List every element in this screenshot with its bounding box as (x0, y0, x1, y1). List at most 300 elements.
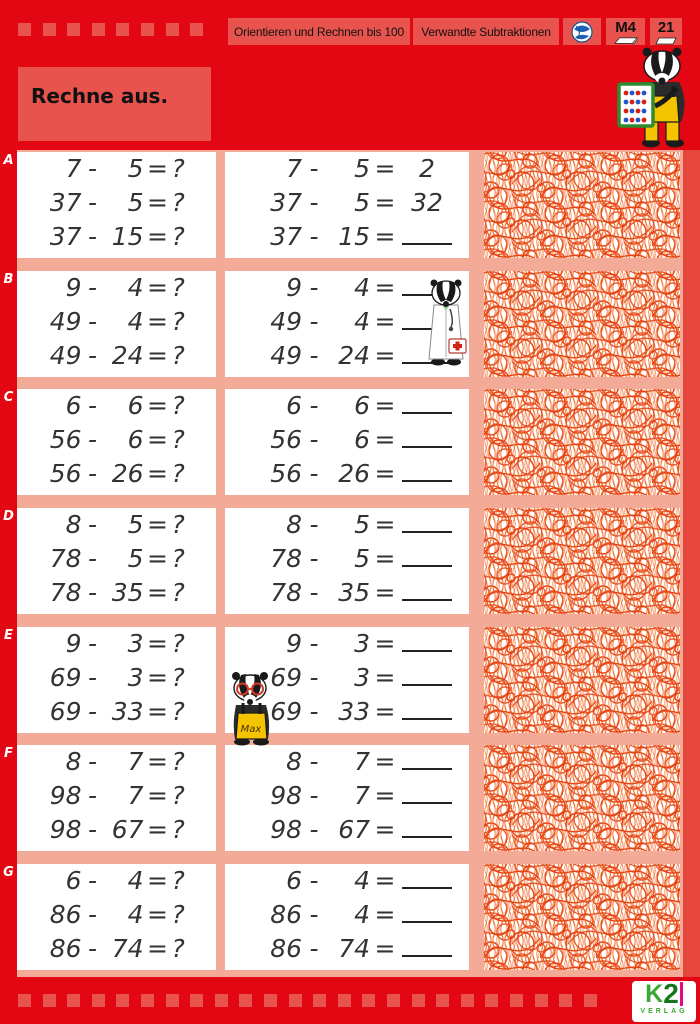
problems-cell-question (17, 508, 216, 614)
minus-sign: - (87, 662, 98, 692)
equals-sign: = (147, 272, 168, 302)
question-mark: ? (171, 340, 185, 370)
filmstrip-square (338, 994, 351, 1007)
problems-cell-question (17, 152, 216, 258)
subtrahend: 5 (354, 188, 370, 217)
minus-sign: - (87, 391, 98, 421)
subtrahend: 35 (111, 578, 144, 608)
answer-slot (400, 697, 454, 726)
filmstrip-square (116, 23, 129, 36)
subtopic-box (413, 18, 559, 45)
topic-box (228, 18, 410, 45)
badger-max-icon (224, 669, 278, 746)
minuend: 86 (49, 900, 82, 930)
filmstrip-square (535, 994, 548, 1007)
minuend: 98 (49, 815, 82, 845)
question-mark: ? (171, 272, 185, 302)
problem-line (17, 934, 216, 968)
minuend: 78 (49, 544, 82, 574)
problem-line (17, 697, 216, 731)
equals-sign: = (374, 425, 396, 455)
equals-sign: = (147, 544, 168, 574)
problem-line (17, 391, 216, 425)
row-label: F (4, 746, 13, 762)
filmstrip-square (510, 994, 523, 1007)
minus-sign: - (87, 425, 98, 455)
question-mark: ? (171, 628, 185, 658)
answer-slot (400, 815, 454, 844)
subtrahend: 5 (354, 154, 370, 183)
problem-line (17, 425, 216, 459)
minuend: 8 (65, 747, 82, 777)
filmstrip-square (43, 23, 56, 36)
answer-blank[interactable] (402, 392, 452, 414)
answer-blank[interactable] (402, 901, 452, 923)
equals-sign: = (374, 900, 396, 930)
problem-line (17, 815, 216, 849)
filmstrip-square (362, 994, 375, 1007)
answer-blank[interactable] (402, 511, 452, 533)
ball-box (563, 18, 601, 45)
filmstrip-square (289, 994, 302, 1007)
equals-sign: = (374, 578, 396, 608)
answer-blank[interactable] (402, 426, 452, 448)
topic-label: Orientieren und Rechnen bis 100 (234, 24, 404, 39)
filmstrip-square (313, 994, 326, 1007)
problem-line (225, 391, 469, 425)
question-mark: ? (171, 934, 185, 964)
subtrahend: 6 (354, 391, 370, 421)
problem-line (17, 188, 216, 222)
publisher-logo (632, 978, 696, 1022)
instruction-box (18, 67, 211, 141)
instruction-text: Rechne aus. (31, 84, 169, 108)
answer-slot (400, 391, 454, 420)
row-label: C (3, 390, 14, 406)
answer-slot (400, 578, 454, 607)
problem-line (17, 510, 216, 544)
minus-sign: - (87, 866, 98, 896)
subtrahend: 7 (127, 747, 144, 777)
problem-line (225, 900, 469, 934)
subtrahend: 6 (127, 425, 144, 455)
minus-sign: - (87, 628, 98, 658)
filmstrip-square (141, 23, 154, 36)
subtrahend: 7 (127, 781, 144, 811)
worksheet-row-e (4, 627, 683, 733)
subtrahend: 3 (354, 628, 370, 658)
max-name-label: Max (240, 724, 262, 735)
minuend: 78 (49, 578, 82, 608)
subtrahend: 33 (338, 696, 370, 726)
minus-sign: - (87, 815, 98, 845)
minus-sign: - (87, 934, 98, 964)
minuend: 98 (49, 781, 82, 811)
worksheet-row-d (3, 508, 683, 614)
equals-sign: = (147, 459, 168, 489)
logo-verlag-label: VERLAG (640, 1008, 688, 1015)
equals-sign: = (147, 510, 168, 540)
subtrahend: 6 (127, 391, 144, 421)
subtrahend: 7 (354, 781, 370, 811)
minuend: 6 (286, 866, 302, 896)
logo-accent-bar (680, 982, 683, 1006)
minuend: 98 (270, 781, 302, 811)
answer-slot (400, 781, 454, 810)
worksheet-panel (3, 150, 683, 977)
question-mark: ? (171, 781, 185, 811)
logo-k: K (645, 980, 664, 1008)
subtrahend: 3 (354, 662, 370, 692)
right-edge-strip (683, 150, 700, 977)
filmstrip-square (18, 23, 31, 36)
minus-sign: - (309, 544, 319, 574)
worksheet-row-g (3, 864, 683, 970)
subtrahend: 4 (354, 306, 370, 336)
equals-sign: = (147, 222, 168, 251)
minus-sign: - (309, 781, 319, 811)
subtrahend: 15 (338, 222, 370, 251)
problem-line (225, 425, 469, 459)
page-number-box (650, 18, 682, 45)
question-mark: ? (171, 900, 185, 930)
problem-line (225, 510, 469, 544)
minus-sign: - (309, 662, 319, 692)
filmstrip-square (584, 994, 597, 1007)
problems-cell-answer (225, 864, 469, 970)
subtrahend: 3 (127, 662, 144, 692)
equals-sign: = (147, 815, 168, 845)
filmstrip-square (141, 994, 154, 1007)
problems-cell-answer (225, 152, 469, 258)
row-label: B (3, 271, 14, 287)
problems-cell-question (17, 864, 216, 970)
filmstrip-square (116, 994, 129, 1007)
problem-line (225, 544, 469, 578)
minus-sign: - (309, 578, 319, 608)
minuend: 6 (65, 391, 82, 421)
problems-cell-answer (225, 508, 469, 614)
equals-sign: = (374, 222, 396, 251)
minuend: 9 (65, 628, 82, 658)
problem-line (17, 578, 216, 612)
subtrahend: 67 (111, 815, 144, 845)
filmstrip-square (559, 994, 572, 1007)
question-mark: ? (171, 662, 185, 692)
question-mark: ? (171, 866, 185, 896)
minuend: 49 (270, 306, 302, 336)
problem-line (225, 866, 469, 900)
minus-sign: - (309, 866, 319, 896)
subtrahend: 4 (127, 866, 144, 896)
answer-blank[interactable] (402, 630, 452, 652)
minuend: 78 (270, 578, 302, 608)
problem-line (225, 154, 469, 188)
scribble-answer-field (484, 271, 680, 377)
minus-sign: - (87, 459, 98, 489)
filmstrip-square (67, 994, 80, 1007)
answer-slot (400, 629, 454, 658)
answer-slot (400, 425, 454, 454)
question-mark: ? (171, 578, 185, 608)
minus-sign: - (87, 510, 98, 540)
minus-sign: - (87, 188, 98, 217)
problems-cell-question (17, 271, 216, 377)
minus-sign: - (309, 306, 319, 336)
subtrahend: 15 (111, 222, 144, 251)
question-mark: ? (171, 696, 185, 726)
minus-sign: - (309, 272, 319, 302)
problems-cell-answer (225, 745, 469, 851)
badger-doctor-icon (424, 277, 468, 366)
problem-line (225, 222, 469, 256)
problem-line (225, 747, 469, 781)
minuend: 9 (286, 272, 302, 302)
minus-sign: - (309, 340, 319, 370)
badger-abacus-icon (613, 44, 699, 148)
answer-blank[interactable] (402, 867, 452, 889)
question-mark: ? (171, 510, 185, 540)
filmstrip-square (461, 994, 474, 1007)
minuend: 56 (270, 459, 302, 489)
minuend: 7 (286, 154, 302, 183)
minuend: 37 (49, 222, 82, 251)
minus-sign: - (309, 391, 319, 421)
equals-sign: = (147, 391, 168, 421)
subtrahend: 74 (338, 934, 370, 964)
answer-blank[interactable] (402, 460, 452, 482)
answer-value: 32 (411, 188, 443, 217)
filmstrip-square (485, 994, 498, 1007)
question-mark: ? (171, 425, 185, 455)
equals-sign: = (374, 696, 396, 726)
equals-sign: = (147, 154, 168, 183)
subtrahend: 6 (354, 425, 370, 455)
minus-sign: - (309, 188, 319, 217)
question-mark: ? (171, 306, 185, 336)
subtrahend: 4 (127, 272, 144, 302)
subtrahend: 4 (354, 900, 370, 930)
minuend: 37 (270, 188, 302, 217)
minuend: 56 (49, 459, 82, 489)
subtrahend: 7 (354, 747, 370, 777)
answer-slot (400, 544, 454, 573)
equals-sign: = (147, 578, 168, 608)
answer-blank[interactable] (402, 816, 452, 838)
problem-line (225, 781, 469, 815)
equals-sign: = (374, 662, 396, 692)
minus-sign: - (87, 544, 98, 574)
filmstrip-square (239, 994, 252, 1007)
question-mark: ? (171, 544, 185, 574)
worksheet-row-c (3, 389, 683, 495)
problem-line (17, 307, 216, 341)
minus-sign: - (87, 900, 98, 930)
equals-sign: = (374, 747, 396, 777)
minuend: 98 (270, 815, 302, 845)
equals-sign: = (374, 306, 396, 336)
answer-blank[interactable] (402, 579, 452, 601)
equals-sign: = (147, 781, 168, 811)
minus-sign: - (87, 222, 98, 251)
answer-slot (400, 459, 454, 488)
equals-sign: = (374, 188, 396, 217)
equals-sign: = (374, 866, 396, 896)
subtrahend: 5 (127, 510, 144, 540)
scribble-answer-field (484, 389, 680, 495)
answer-value: 2 (419, 154, 435, 183)
minuend: 9 (65, 272, 82, 302)
answer-slot (400, 222, 454, 251)
filmstrip-square (190, 23, 203, 36)
answer-blank[interactable] (402, 223, 452, 245)
minus-sign: - (87, 306, 98, 336)
filmstrip-square (215, 994, 228, 1007)
filmstrip-square (264, 994, 277, 1007)
subtrahend: 24 (111, 340, 144, 370)
subtrahend: 5 (127, 544, 144, 574)
minuend: 69 (49, 696, 82, 726)
problems-cell-question (17, 389, 216, 495)
ball-icon (571, 21, 593, 43)
minuend: 49 (270, 340, 302, 370)
code-label: M4 (615, 19, 636, 36)
equals-sign: = (147, 900, 168, 930)
subtrahend: 5 (127, 154, 144, 183)
subtrahend: 26 (338, 459, 370, 489)
minuend: 56 (270, 425, 302, 455)
equals-sign: = (147, 188, 168, 217)
answer-slot (400, 663, 454, 692)
answer-slot (400, 510, 454, 539)
answer-blank[interactable] (402, 664, 452, 686)
subtrahend: 5 (354, 510, 370, 540)
equals-sign: = (374, 510, 396, 540)
minuend: 8 (286, 747, 302, 777)
minuend: 8 (286, 510, 302, 540)
subtrahend: 35 (338, 578, 370, 608)
row-label: E (4, 627, 13, 643)
scribble-answer-field (484, 745, 680, 851)
problem-line (17, 459, 216, 493)
scribble-answer-field (484, 864, 680, 970)
minuend: 69 (270, 662, 302, 692)
scribble-answer-field (484, 152, 680, 258)
answer-slot (400, 900, 454, 929)
filmstrip-square (92, 23, 105, 36)
subtrahend: 4 (127, 900, 144, 930)
minuend: 86 (49, 934, 82, 964)
question-mark: ? (171, 815, 185, 845)
problems-cell-question (17, 627, 216, 733)
question-mark: ? (171, 154, 185, 183)
equals-sign: = (374, 272, 396, 302)
minus-sign: - (309, 815, 319, 845)
equals-sign: = (374, 391, 396, 421)
page-number-label: 21 (657, 19, 675, 36)
minus-sign: - (87, 154, 98, 183)
filmstrip-square (67, 23, 80, 36)
problem-line (225, 934, 469, 968)
minuend: 37 (49, 188, 82, 217)
filmstrip-square (92, 994, 105, 1007)
worksheet-row-f (4, 745, 683, 851)
minus-sign: - (309, 696, 319, 726)
minus-sign: - (87, 578, 98, 608)
filmstrip-square (166, 23, 179, 36)
subtrahend: 26 (111, 459, 144, 489)
question-mark: ? (171, 747, 185, 777)
problem-line (17, 341, 216, 375)
minus-sign: - (309, 222, 319, 251)
problem-line (225, 815, 469, 849)
worksheet-row-b (3, 271, 683, 377)
equals-sign: = (147, 662, 168, 692)
minuend: 69 (270, 696, 302, 726)
subtrahend: 74 (111, 934, 144, 964)
filmstrip-square (43, 994, 56, 1007)
equals-sign: = (147, 306, 168, 336)
subtrahend: 33 (111, 696, 144, 726)
equals-sign: = (374, 544, 396, 574)
minus-sign: - (87, 340, 98, 370)
question-mark: ? (171, 222, 185, 251)
minus-sign: - (309, 747, 319, 777)
subtrahend: 3 (127, 628, 144, 658)
subtrahend: 24 (338, 340, 370, 370)
answer-blank[interactable] (402, 748, 452, 770)
logo-2: 2 (663, 978, 679, 1009)
problem-line (17, 866, 216, 900)
minuend: 6 (65, 866, 82, 896)
question-mark: ? (171, 188, 185, 217)
minus-sign: - (87, 781, 98, 811)
subtopic-label: Verwandte Subtraktionen (421, 24, 551, 39)
equals-sign: = (147, 628, 168, 658)
answer-blank[interactable] (402, 545, 452, 567)
equals-sign: = (374, 628, 396, 658)
answer-blank[interactable] (402, 935, 452, 957)
minus-sign: - (309, 154, 319, 183)
filmstrip-square (387, 994, 400, 1007)
answer-slot (400, 747, 454, 776)
filmstrip-square (436, 994, 449, 1007)
problem-line (17, 900, 216, 934)
question-mark: ? (171, 459, 185, 489)
problem-line (17, 154, 216, 188)
minuend: 8 (65, 510, 82, 540)
problem-line (17, 544, 216, 578)
filmstrip-square (166, 994, 179, 1007)
subtrahend: 4 (127, 306, 144, 336)
minuend: 7 (65, 154, 82, 183)
answer-slot (400, 934, 454, 963)
scribble-answer-field (484, 627, 680, 733)
subtrahend: 5 (127, 188, 144, 217)
problem-line (225, 629, 469, 663)
scribble-answer-field (484, 508, 680, 614)
answer-blank[interactable] (402, 698, 452, 720)
minus-sign: - (309, 459, 319, 489)
minus-sign: - (309, 934, 319, 964)
problems-cell-answer (225, 389, 469, 495)
minus-sign: - (309, 900, 319, 930)
minus-sign: - (87, 747, 98, 777)
problem-line (17, 781, 216, 815)
problem-line (225, 578, 469, 612)
minuend: 78 (270, 544, 302, 574)
answer-blank[interactable] (402, 782, 452, 804)
